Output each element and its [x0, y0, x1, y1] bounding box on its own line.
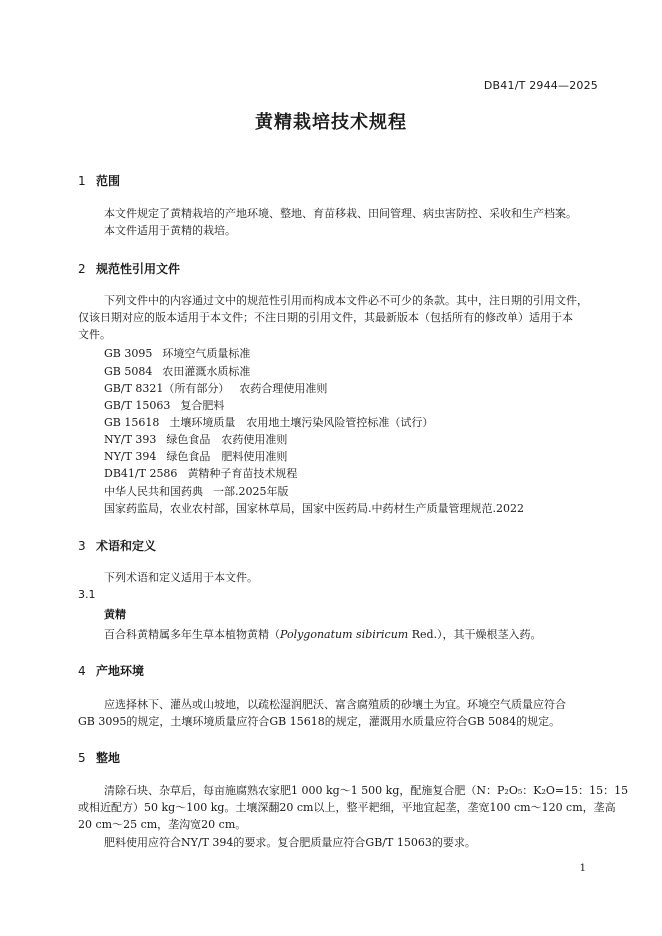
- reference-item: [104, 415, 433, 431]
- definition-text: 百合科黄精属多年生草本植物黄精（: [104, 628, 280, 641]
- reference-item: [104, 346, 250, 362]
- reference-name: 绿色食品 农药使用准则: [166, 433, 288, 446]
- paragraph-line: 肥料使用应符合NY/T 394的要求。复合肥质量应符合GB/T 15063的要求。: [104, 836, 476, 849]
- reference-name: 一部.2025年版: [213, 485, 289, 498]
- reference-item: [104, 449, 287, 465]
- reference-item: [104, 398, 224, 414]
- reference-name: 绿色食品 肥料使用准则: [166, 450, 288, 463]
- page-number: 1: [579, 863, 586, 874]
- reference-name: 黄精种子育苗技术规程: [187, 467, 298, 480]
- section-number: 3: [78, 539, 86, 553]
- paragraph: 本文件适用于黄精的栽培。: [104, 224, 236, 237]
- reference-code: NY/T 394: [104, 450, 157, 463]
- section-number: 5: [78, 751, 86, 765]
- section-number: 4: [78, 664, 86, 678]
- reference-name: 土壤环境质量 农用地土壤污染风险管控标准（试行）: [169, 416, 434, 429]
- reference-item: [104, 364, 250, 380]
- reference-code: GB 5084: [104, 365, 153, 378]
- section-3-heading: [78, 537, 156, 554]
- reference-code: GB/T 8321（所有部分）: [104, 382, 230, 395]
- paragraph-line: 应选择林下、灌丛或山坡地，以疏松湿润肥沃、富含腐殖质的砂壤土为宜。环境空气质量应符合: [104, 698, 566, 711]
- reference-item: [104, 484, 289, 500]
- reference-name: 环境空气质量标准: [162, 347, 251, 360]
- section-4-heading: [78, 662, 144, 679]
- paragraph-line: 仅该日期对应的版本适用于本文件；不注日期的引用文件，其最新版本（包括所有的修改单）适用于本: [78, 311, 573, 324]
- reference-name: 复合肥料: [180, 399, 225, 412]
- section-title: 范围: [96, 174, 121, 188]
- section-2-heading: [78, 260, 180, 277]
- paragraph-line: 下列文件中的内容通过文中的规范性引用而构成本文件必不可少的条款。其中，注日期的引用文件，: [104, 294, 588, 307]
- reference-code: NY/T 393: [104, 433, 157, 446]
- reference-name: 农药合理使用准则: [239, 382, 328, 395]
- reference-code: GB 3095: [104, 347, 153, 360]
- term-definition: [104, 627, 542, 643]
- term-number: 3.1: [78, 588, 96, 601]
- paragraph-line: 清除石块、杂草后，每亩施腐熟农家肥1 000 kg～1 500 kg，配施复合肥（N：P₂O₅：K₂O=15：15：15: [104, 784, 629, 797]
- latin-name: Polygonatum sibiricum: [280, 628, 409, 641]
- section-number: 1: [78, 174, 86, 188]
- paragraph-line: GB 3095的规定，土壤环境质量应符合GB 15618的规定，灌溉用水质量应符合GB 5084的规定。: [78, 715, 561, 728]
- paragraph-line: 文件。: [78, 328, 111, 341]
- section-title: 整地: [96, 751, 121, 765]
- reference-item: [104, 466, 297, 482]
- paragraph-line: 或相近配方）50 kg～100 kg。土壤深翻20 cm以上，整平耙细，平地宜起垄，垄宽100 cm～120 cm，垄高: [78, 801, 616, 814]
- reference-code: DB41/T 2586: [104, 467, 178, 480]
- term-heading: 黄精: [104, 608, 126, 621]
- section-1-heading: [78, 172, 120, 189]
- reference-item: [104, 381, 327, 397]
- reference-code: GB/T 15063: [104, 399, 171, 412]
- section-title: 产地环境: [96, 664, 145, 678]
- reference-item: [104, 432, 287, 448]
- paragraph: 本文件规定了黄精栽培的产地环境、整地、育苗移栽、田间管理、病虫害防控、采收和生产档案。: [104, 207, 577, 220]
- document-title: 黄精栽培技术规程: [255, 112, 407, 133]
- document-number: DB41/T 2944—2025: [483, 79, 598, 92]
- reference-name: 农田灌溉水质标准: [162, 365, 251, 378]
- section-title: 术语和定义: [96, 539, 157, 553]
- paragraph-line: 20 cm～25 cm，垄沟宽20 cm。: [78, 818, 247, 831]
- reference-code: GB 15618: [104, 416, 160, 429]
- definition-text: Red.），其干燥根茎入药。: [408, 628, 542, 641]
- reference-code: 中华人民共和国药典: [104, 485, 203, 498]
- section-number: 2: [78, 262, 86, 276]
- section-5-heading: [78, 749, 120, 766]
- reference-item: 国家药监局，农业农村部，国家林草局，国家中医药局.中药材生产质量管理规范.2022: [104, 502, 524, 515]
- section-title: 规范性引用文件: [96, 262, 181, 276]
- paragraph: 下列术语和定义适用于本文件。: [104, 571, 258, 584]
